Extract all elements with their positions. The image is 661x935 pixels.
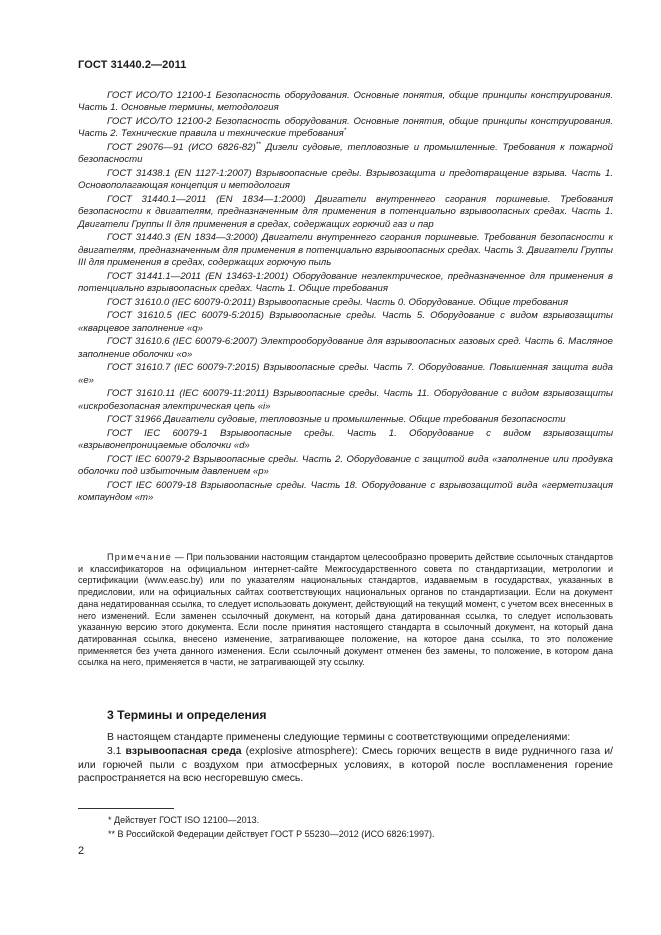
normative-references-list (78, 90, 613, 506)
reference-item: ГОСТ 31440.3 (EN 1834—3:2000) Двигатели внутреннего сгорания поршневые. Требования безопасности к двигателям, предназначенным для применения в потенциально взрывоопасных средах. Часть 3. Двигатели Группы III для применения в средах, содержащих горючую пыль (78, 232, 613, 269)
reference-item: ГОСТ 31610.11 (IEC 60079-11:2011) Взрывоопасные среды. Часть 11. Оборудование с видом взрывозащиты «искробезопасная электрическая цепь «i» (78, 388, 613, 412)
footnote: * Действует ГОСТ ISO 12100—2013. (108, 815, 260, 825)
footnote-mark: * (343, 127, 347, 135)
reference-item: ГОСТ IEC 60079-1 Взрывоопасные среды. Часть 1. Оборудование с видом взрывозащиты «взрывонепроницаемые оболочки «d» (78, 428, 613, 452)
reference-item: ГОСТ 31610.7 (IEC 60079-7:2015) Взрывоопасные среды. Часть 7. Оборудование. Повышенная защита вида «е» (78, 362, 613, 386)
footnote: ** В Российской Федерации действует ГОСТ Р 55230—2012 (ИСО 6826:1997). (108, 829, 435, 839)
reference-item: ГОСТ 31438.1 (EN 1127-1:2007) Взрывоопасные среды. Взрывозащита и предотвращение взрыва. Часть 1. Основополагающая концепция и методология (78, 168, 613, 192)
footnote-divider (78, 808, 174, 809)
reference-item: ГОСТ 31440.1—2011 (EN 1834—1:2000) Двигатели внутреннего сгорания поршневые. Требования безопасности к двигателям, предназначенным для применения в потенциально взрывоопасных средах. Часть 1. Двигатели Группы II для применения в средах, содержащих горючий газ и пар (78, 194, 613, 230)
reference-item: ГОСТ 31610.6 (IEC 60079-6:2007) Электрооборудование для взрывоопасных газовых сред. Часть 6. Масляное заполнение оболочки «о» (78, 336, 613, 360)
reference-item: ГОСТ 31610.5 (IEC 60079-5:2015) Взрывоопасные среды. Часть 5. Оборудование с видом взрывозащиты «кварцевое заполнение «q» (78, 310, 613, 334)
reference-code: ГОСТ 29076—91 (ИСО 6826-82) (107, 142, 256, 153)
term-definition (78, 745, 613, 785)
reference-text: ГОСТ ИСО/ТО 12100-2 Безопасность оборудования. Основные понятия, общие принципы конструирования. Часть 2. Технические правила и технические требования (78, 116, 613, 140)
section-intro: В настоящем стандарте применены следующие термины с соответствующими определениями: (107, 732, 571, 743)
document-header: ГОСТ 31440.2—2011 (78, 59, 187, 71)
note-text: — При пользовании настоящим стандартом целесообразно проверить действие ссылочных стандартов и классификаторов на официальном интернет-сайте Межгосударственного совета по стандартизации, метрологии и сертификации (www.easc.by) или по указателям национальных стандартов, издаваемым в государствах, указанных в предисловии, или на официальных сайтах соответствующих национальных органов по стандартизации. Если на документ дана недатированная ссылка, то следует использовать документ, действующий на текущий момент, с учетом всех внесенных в него изменений. Если заменен ссылочный документ, на который дана датированная ссылка, то следует использовать указанную версию этого документа. Если после принятия настоящего стандарта в ссылочный документ, на который дана датированная ссылка, внесено изменение, затрагивающее положение, на которое дана ссылка, то это положение применяется без учета данного изменения. Если ссылочный документ отменен без замены, то положение, в котором дана ссылка на него, применяется в части, не затрагивающей эту ссылку. (78, 552, 613, 668)
reference-item (78, 142, 613, 167)
term-name: взрывоопасная среда (125, 746, 242, 758)
term-number: 3.1 (107, 746, 126, 758)
section-body (78, 731, 613, 787)
reference-item: ГОСТ IEC 60079-18 Взрывоопасные среды. Часть 18. Оборудование с взрывозащитой вида «герметизация компаундом «m» (78, 480, 613, 504)
reference-text: Дизели судовые, тепловозные и промышленные. Требования к пожарной безопасности (78, 142, 614, 166)
footnote-mark: ** (255, 140, 261, 148)
note-label: Примечание (107, 552, 173, 562)
term-text: (explosive atmosphere): Смесь горючих веществ в виде рудничного газа и/или горючей пыли с воздухом при атмосферных условиях, в которой после воспламенения горение распространяется на всю несгоревшую смесь. (78, 746, 613, 785)
note-block (78, 552, 613, 669)
reference-item: ГОСТ 31966 Двигатели судовые, тепловозные и промышленные. Общие требования безопасности (107, 414, 566, 426)
reference-item: ГОСТ ИСО/ТО 12100-1 Безопасность оборудования. Основные понятия, общие принципы конструирования. Часть 1. Основные термины, методология (78, 90, 613, 114)
reference-item (78, 116, 613, 141)
page-number: 2 (78, 845, 85, 857)
reference-item: ГОСТ 31441.1—2011 (EN 13463-1:2001) Оборудование неэлектрическое, предназначенное для применения в потенциально взрывоопасных средах. Часть 1. Общие требования (78, 270, 613, 295)
section-heading: 3 Термины и определения (107, 708, 267, 722)
reference-item: ГОСТ 31610.0 (IEC 60079-0:2011) Взрывоопасные среды. Часть 0. Оборудование. Общие требования (107, 296, 569, 308)
reference-item: ГОСТ IEC 60079-2 Взрывоопасные среды. Часть 2. Оборудование с защитой вида «заполнение или продувка оболочки под избыточным давлением «р» (78, 454, 613, 478)
